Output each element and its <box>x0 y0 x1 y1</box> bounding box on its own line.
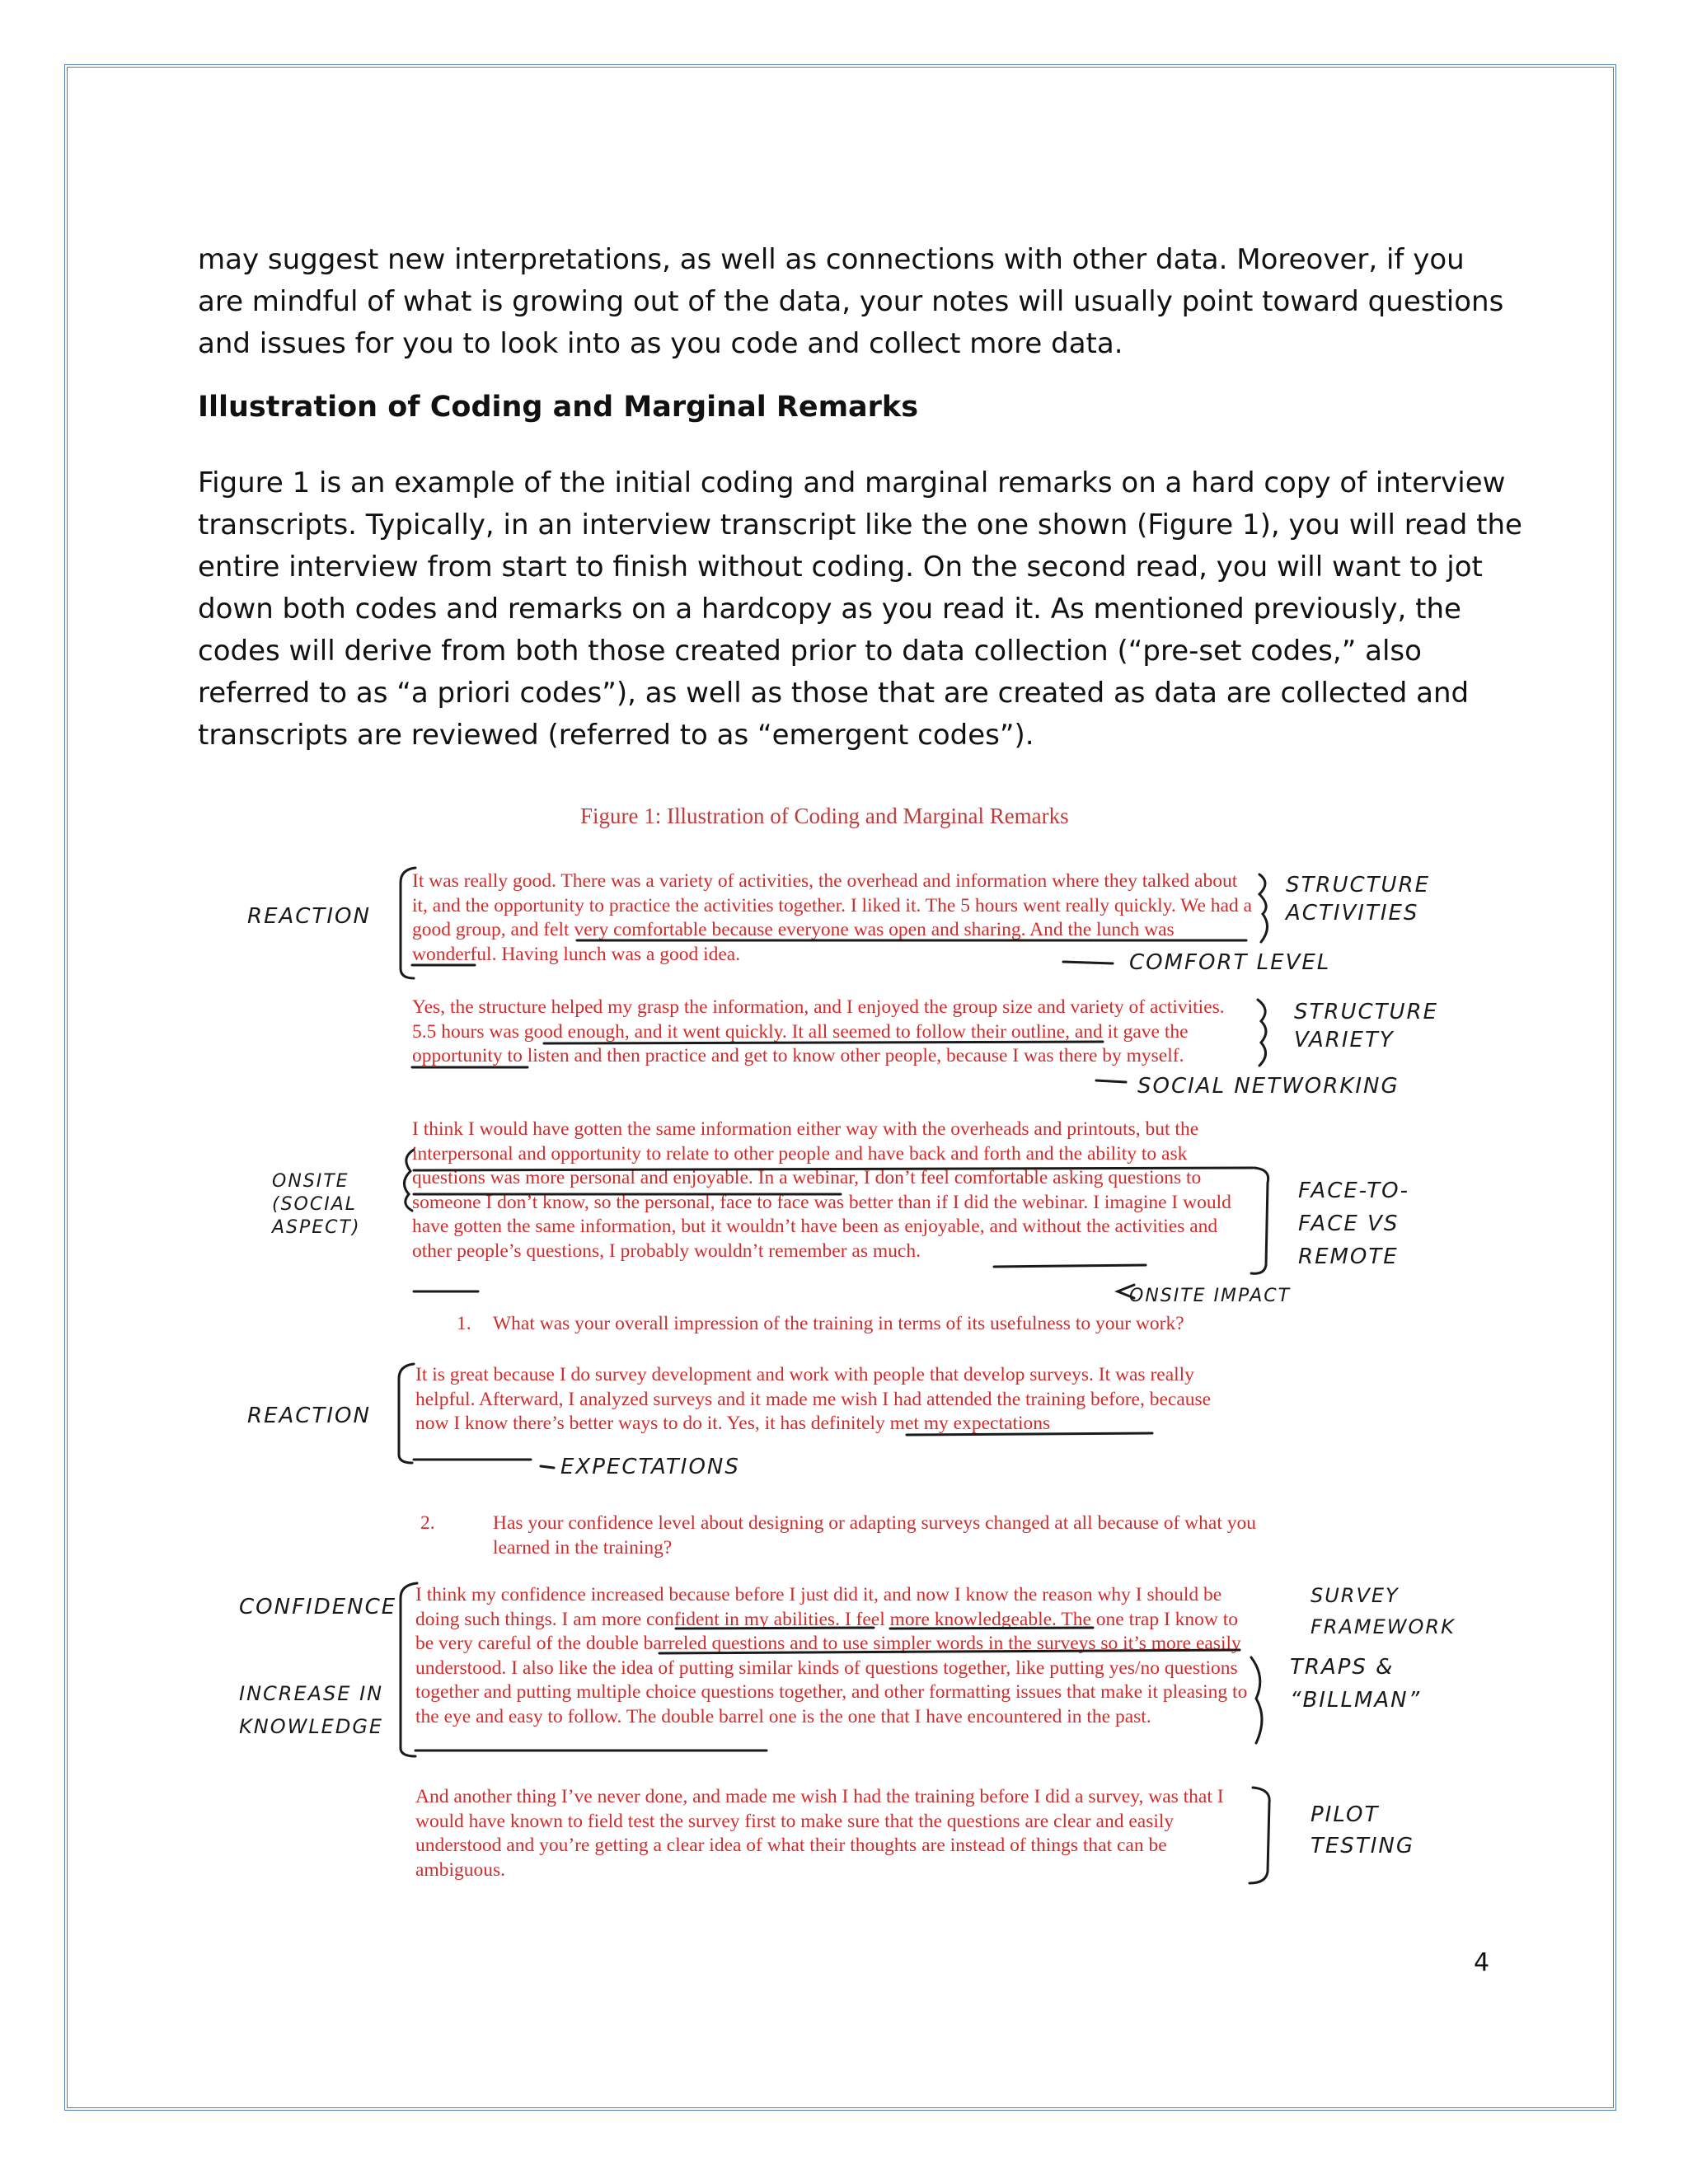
transcript-paragraph-4: It is great because I do survey development and work with people that develop surveys. It was really helpful. Afterward, I analyzed surveys and it made me wish I had attended the training before, because now I know there’s better ways to do it. Yes, it has definitely met my expectations <box>415 1364 1212 1434</box>
note-confidence: CONFIDENCE <box>239 1595 397 1619</box>
note-face-to-face-vs-remote: FACE-TO-FACE VS REMOTE <box>1298 1179 1410 1269</box>
page-number: 4 <box>1474 1948 1490 1977</box>
brace-structure-variety <box>1258 1000 1266 1066</box>
transcript-paragraph-2: Yes, the structure helped my grasp the information, and I enjoyed the group size and variety of activities. 5.5 hours was good enough, and it went quickly. It all seemed to follow their outline, and it gave the opportunity to listen and then practice and get to know other people, because I was there by myself. <box>412 996 1225 1066</box>
question-2-text: Has your confidence level about designing or adapting surveys changed at all because of what you learned in the training? <box>493 1512 1256 1558</box>
dash-expectations <box>541 1466 554 1468</box>
note-survey-framework: SURVEY FRAMEWORK <box>1311 1584 1456 1638</box>
note-increase-in-knowledge: INCREASE IN KNOWLEDGE <box>239 1682 384 1738</box>
note-reaction-2: REACTION <box>247 1404 371 1428</box>
note-onsite-social-aspect: ONSITE (SOCIAL ASPECT) <box>272 1171 361 1238</box>
question-1 <box>457 1312 1281 1337</box>
question-2-number: 2. <box>420 1512 435 1534</box>
transcript-paragraph-1: It was really good. There was a variety of activities, the overhead and information where they talked about it, and the opportunity to practice the activities together. I liked it. The 5 hours went really quickly. We had a good group, and felt very comfortable because everyone was open and sharing. And the lunch was wonderful. Having lunch was a good idea. <box>412 870 1252 965</box>
note-social-networking: SOCIAL NETWORKING <box>1137 1074 1400 1099</box>
note-expectations: EXPECTATIONS <box>560 1455 740 1479</box>
intro-paragraph: may suggest new interpretations, as well as connections with other data. Moreover, if you are mindful of what is growing out of the data, your notes will usually point toward questions and issues for you to look into as you code and collect more data. <box>198 243 1504 360</box>
handwritten-marks <box>231 804 1550 1900</box>
figure-1 <box>231 804 1550 1900</box>
transcript-paragraph-3: I think I would have gotten the same information either way with the overheads and printouts, but the interpersonal and opportunity to relate to other people and have back and forth and the ability to ask questions was more personal and enjoyable. In a webinar, I don’t feel comfortable asking questions to someone I don’t know, so the personal, face to face was better than if I did the webinar. I imagine I would have gotten the same information, but it wouldn’t have been as enjoyable, and without the activities and other people’s questions, I probably wouldn’t remember as much. <box>412 1118 1231 1262</box>
note-structure-activities: STRUCTURE ACTIVITIES <box>1286 873 1431 926</box>
transcript-paragraph-6: And another thing I’ve never done, and made me wish I had the training before I did a survey, was that I would have known to field test the survey first to make sure that the questions are clear and easily understood and you’re getting a clear idea of what their thoughts are instead of things that can be ambiguous. <box>415 1786 1224 1881</box>
brace-structure-activities <box>1259 874 1268 942</box>
note-pilot-testing: PILOT TESTING <box>1311 1802 1414 1858</box>
note-structure-variety: STRUCTURE VARIETY <box>1294 1000 1439 1052</box>
bracket-face-to-face <box>1251 1168 1268 1273</box>
body-paragraph: Figure 1 is an example of the initial coding and marginal remarks on a hard copy of interview transcripts. Typically, in an interview transcript like the one shown (Figure 1), you will read the entire interview from start to finish without coding. On the second read, you will want to jot down both codes and remarks on a hardcopy as you read it. As mentioned previously, the codes will derive from both those created prior to data collection (“pre-set codes,” also referred to as “a priori codes”), as well as those that are created as data are collected and transcripts are reviewed (referred to as “emergent codes”). <box>198 466 1522 752</box>
section-heading: Illustration of Coding and Marginal Remarks <box>198 391 919 424</box>
question-1-number: 1. <box>457 1313 471 1334</box>
note-onsite-impact: ONSITE IMPACT <box>1129 1286 1292 1306</box>
note-traps-billman: TRAPS & “BILLMAN” <box>1290 1655 1422 1713</box>
question-1-text: What was your overall impression of the training in terms of its usefulness to your work? <box>493 1313 1184 1334</box>
figure-title: Figure 1: Illustration of Coding and Marginal Remarks <box>580 804 1069 828</box>
bracket-reaction-2 <box>399 1364 414 1463</box>
note-reaction-1: REACTION <box>247 904 371 929</box>
note-comfort-level: COMFORT LEVEL <box>1129 950 1331 975</box>
transcript-paragraph-5: I think my confidence increased because before I just did it, and now I know the reason why I should be doing such things. I am more confident in my abilities. I feel more knowledgeable. The one trap I know to be very careful of the double barreled questions and to use simpler words in the surveys so it’s more easily understood. I also like the idea of putting similar kinds of questions together, like putting yes/no questions together and putting multiple choice questions together, and other formatting issues that make it pleasing to the eye and easy to follow. The double barrel one is the one that I have encountered in the past. <box>415 1584 1248 1727</box>
question-2 <box>420 1511 1317 1560</box>
dash-social-networking <box>1096 1080 1126 1082</box>
underline-probably <box>994 1265 1146 1267</box>
